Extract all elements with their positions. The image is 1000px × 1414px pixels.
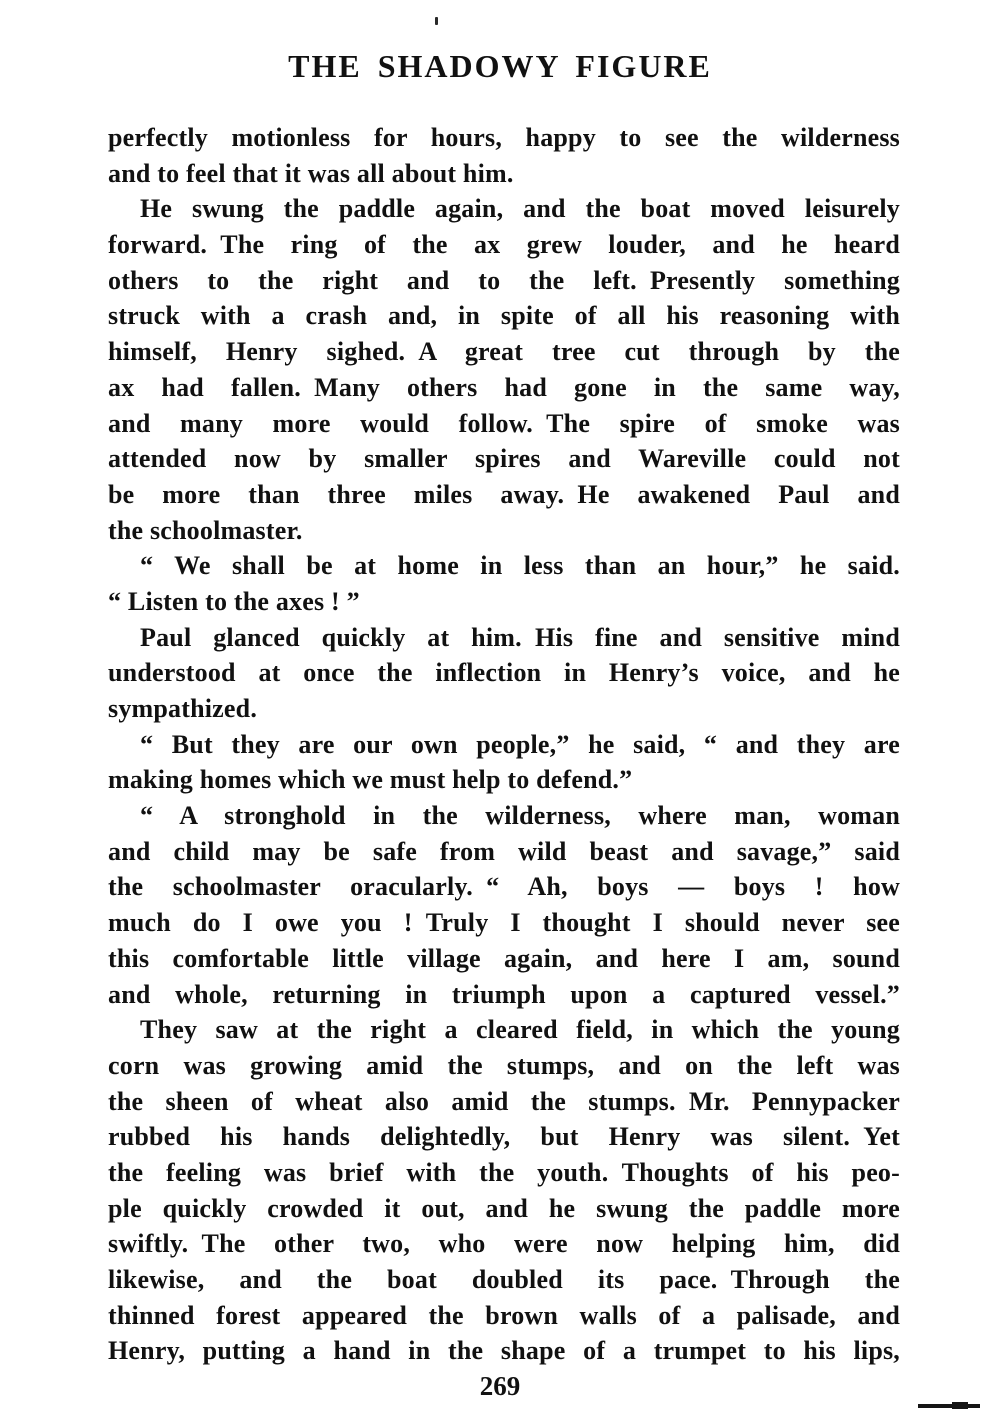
text-line: the schoolmaster. [108,515,303,545]
text-line: ax had fallen. Many others had gone in the same way, [108,372,900,402]
text-line: corn was growing amid the stumps, and on the left was [108,1050,900,1080]
text-line: struck with a crash and, in spite of all his reasoning with [108,301,900,331]
text-line: ple quickly crowded it out, and he swung the paddle more [108,1193,900,1223]
ink-speck-icon [435,17,438,25]
text-line: others to the right and to the left. Presently something [108,265,900,295]
text-line: and to feel that it was all about him. [108,158,514,188]
text-line: understood at once the inflection in Henry’s voice, and he [108,658,900,688]
text-line: making homes which we must help to defend.” [108,765,633,795]
text-line: forward. The ring of the ax grew louder, and he heard [108,230,900,260]
ink-mark-icon [918,1404,980,1408]
text-line: much do I owe you ! Truly I thought I should never see [108,908,900,938]
text-line: swiftly. The other two, who were now helping him, did [108,1229,900,1259]
text-line: the schoolmaster oracularly. “ Ah, boys — boys ! how [108,872,900,902]
text-line: likewise, and the boat doubled its pace. Through the [108,1265,900,1294]
text-line: attended now by smaller spires and Wareville could not [108,444,900,474]
text-line: “ We shall be at home in less than an hour,” he said. [140,551,900,581]
text-line: sympathized. [108,694,258,723]
text-line: They saw at the right a cleared field, in which the young [140,1015,900,1045]
text-line: He swung the paddle again, and the boat moved leisurely [140,194,900,224]
text-line: perfectly motionless for hours, happy to see the wilderness [108,123,900,152]
text-line: “ Listen to the axes ! ” [108,586,360,616]
text-line: this comfortable little village again, and here I am, sound [108,943,900,973]
text-line: and whole, returning in triumph upon a captured vessel.” [108,979,900,1009]
page-title: THE SHADOWY FIGURE [288,48,712,84]
text-line: Paul glanced quickly at him. His fine and sensitive mind [140,622,900,652]
text-line: “ But they are our own people,” he said, “ and they are [140,729,900,759]
text-line: rubbed his hands delightedly, but Henry was silent. Yet [108,1122,900,1152]
page-number: 269 [479,1371,521,1401]
text-line: himself, Henry sighed. A great tree cut through by the [108,337,900,367]
text-line: thinned forest appeared the brown walls of a palisade, and [108,1300,900,1330]
text-line: the sheen of wheat also amid the stumps. Mr. Pennypacker [108,1086,900,1116]
text-line: “ A stronghold in the wilderness, where man, woman [140,801,900,831]
text-block [108,120,900,1369]
text-line: be more than three miles away. He awakened Paul and [108,479,900,509]
text-line: and many more would follow. The spire of smoke was [108,408,900,438]
text-line: Henry, putting a hand in the shape of a trumpet to his lips, [108,1336,900,1366]
text-line: and child may be safe from wild beast and savage,” said [108,836,900,866]
text-line: the feeling was brief with the youth. Thoughts of his peo- [108,1157,900,1187]
